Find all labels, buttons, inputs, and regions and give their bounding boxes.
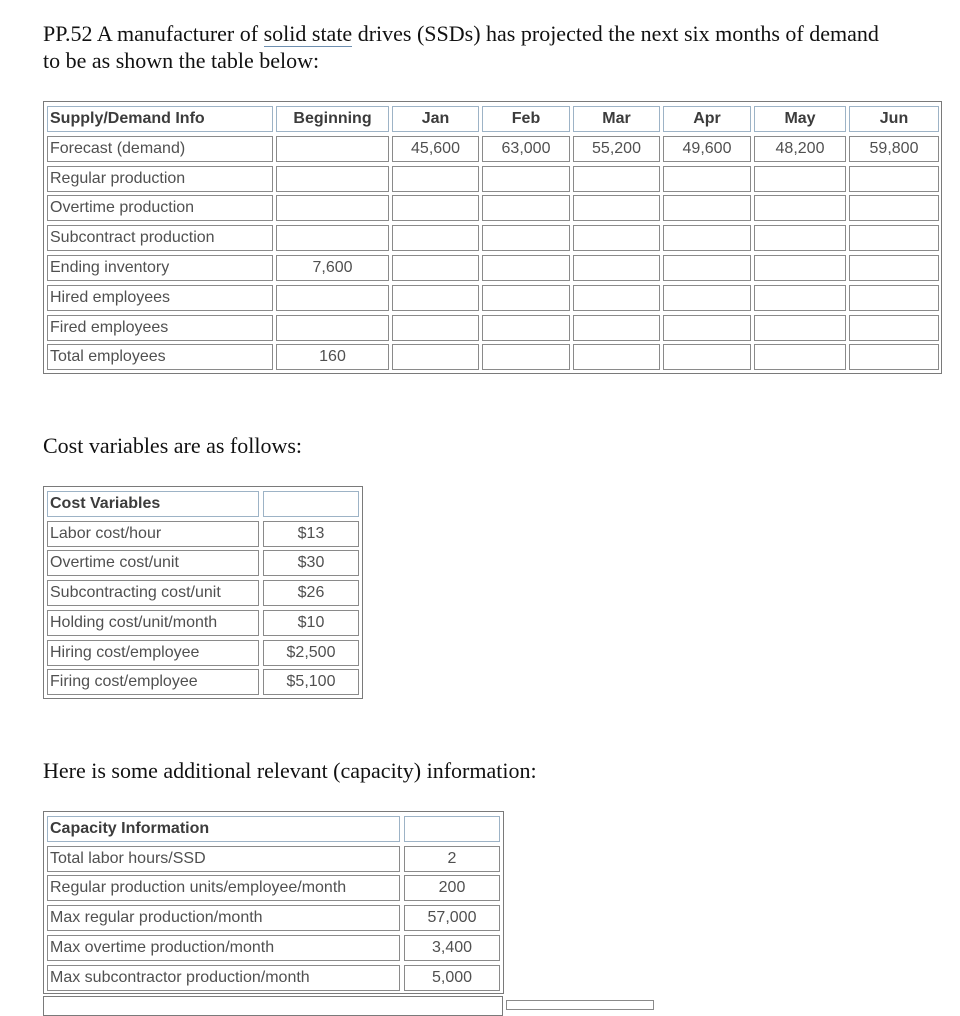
solid-state-link[interactable]: solid state <box>263 21 353 46</box>
next-table-outline <box>43 996 503 1016</box>
forecast-demand-jan[interactable]: 45,600 <box>392 136 479 162</box>
subcontract-production-jun[interactable] <box>849 225 939 251</box>
fired-employees-mar[interactable] <box>573 315 660 341</box>
overtime-production-jan[interactable] <box>392 195 479 221</box>
fired-employees-may[interactable] <box>754 315 846 341</box>
ending-inventory-jan[interactable] <box>392 255 479 281</box>
ending-inventory-apr[interactable] <box>663 255 751 281</box>
row-label-overtime-production: Overtime production <box>47 195 273 221</box>
cost-label-overtime-cost-unit: Overtime cost/unit <box>47 550 259 576</box>
problem-intro <box>43 20 960 74</box>
intro-line2: to be as shown the table below: <box>43 48 320 73</box>
total-employees-may[interactable] <box>754 344 846 370</box>
capacity-value-total-labor-hours-ssd: 2 <box>404 846 500 872</box>
forecast-demand-feb[interactable]: 63,000 <box>482 136 570 162</box>
total-employees-jan[interactable] <box>392 344 479 370</box>
overtime-production-jun[interactable] <box>849 195 939 221</box>
capacity-intro: Here is some additional relevant (capacity) information: <box>43 758 537 783</box>
supply-header-may: May <box>754 106 846 132</box>
cost-intro: Cost variables are as follows: <box>43 433 303 458</box>
row-label-total-employees: Total employees <box>47 344 273 370</box>
capacity-label-max-subcontractor-production-month: Max subcontractor production/month <box>47 965 400 991</box>
cost-value-hiring-cost-employee: $2,500 <box>263 640 359 666</box>
beginning-overtime-production[interactable] <box>276 195 389 221</box>
regular-production-apr[interactable] <box>663 166 751 192</box>
cost-value-overtime-cost-unit: $30 <box>263 550 359 576</box>
overtime-production-apr[interactable] <box>663 195 751 221</box>
regular-production-feb[interactable] <box>482 166 570 192</box>
capacity-value-regular-production-units-employee-month: 200 <box>404 875 500 901</box>
hired-employees-mar[interactable] <box>573 285 660 311</box>
hired-employees-jun[interactable] <box>849 285 939 311</box>
overtime-production-feb[interactable] <box>482 195 570 221</box>
beginning-ending-inventory[interactable]: 7,600 <box>276 255 389 281</box>
capacity-label-total-labor-hours-ssd: Total labor hours/SSD <box>47 846 400 872</box>
cost-value-holding-cost-unit-month: $10 <box>263 610 359 636</box>
ending-inventory-jun[interactable] <box>849 255 939 281</box>
supply-header-apr: Apr <box>663 106 751 132</box>
beginning-total-employees[interactable]: 160 <box>276 344 389 370</box>
subcontract-production-may[interactable] <box>754 225 846 251</box>
supply-header-jun: Jun <box>849 106 939 132</box>
cost-label-holding-cost-unit-month: Holding cost/unit/month <box>47 610 259 636</box>
cost-value-firing-cost-employee: $5,100 <box>263 669 359 695</box>
fired-employees-feb[interactable] <box>482 315 570 341</box>
total-employees-mar[interactable] <box>573 344 660 370</box>
capacity-header: Capacity Information <box>47 816 400 842</box>
fired-employees-jan[interactable] <box>392 315 479 341</box>
cost-label-firing-cost-employee: Firing cost/employee <box>47 669 259 695</box>
row-label-subcontract-production: Subcontract production <box>47 225 273 251</box>
supply-header-mar: Mar <box>573 106 660 132</box>
supply-header-beginning: Beginning <box>276 106 389 132</box>
cost-value-labor-cost-hour: $13 <box>263 521 359 547</box>
beginning-regular-production[interactable] <box>276 166 389 192</box>
regular-production-may[interactable] <box>754 166 846 192</box>
cost-label-labor-cost-hour: Labor cost/hour <box>47 521 259 547</box>
beginning-hired-employees[interactable] <box>276 285 389 311</box>
ending-inventory-may[interactable] <box>754 255 846 281</box>
capacity-label-max-regular-production-month: Max regular production/month <box>47 905 400 931</box>
cost-header-value <box>263 491 359 517</box>
capacity-header-value <box>404 816 500 842</box>
capacity-value-max-overtime-production-month: 3,400 <box>404 935 500 961</box>
subcontract-production-jan[interactable] <box>392 225 479 251</box>
hired-employees-jan[interactable] <box>392 285 479 311</box>
supply-header-info: Supply/Demand Info <box>47 106 273 132</box>
capacity-value-max-regular-production-month: 57,000 <box>404 905 500 931</box>
row-label-ending-inventory: Ending inventory <box>47 255 273 281</box>
supply-header-feb: Feb <box>482 106 570 132</box>
total-employees-feb[interactable] <box>482 344 570 370</box>
hired-employees-feb[interactable] <box>482 285 570 311</box>
fired-employees-apr[interactable] <box>663 315 751 341</box>
cost-value-subcontracting-cost-unit: $26 <box>263 580 359 606</box>
total-employees-jun[interactable] <box>849 344 939 370</box>
row-label-fired-employees: Fired employees <box>47 315 273 341</box>
capacity-label-regular-production-units-employee-month: Regular production units/employee/month <box>47 875 400 901</box>
subcontract-production-feb[interactable] <box>482 225 570 251</box>
intro-suffix: drives (SSDs) has projected the next six months of demand <box>352 21 879 46</box>
overtime-production-mar[interactable] <box>573 195 660 221</box>
capacity-value-max-subcontractor-production-month: 5,000 <box>404 965 500 991</box>
subcontract-production-apr[interactable] <box>663 225 751 251</box>
forecast-demand-mar[interactable]: 55,200 <box>573 136 660 162</box>
beginning-forecast-demand[interactable] <box>276 136 389 162</box>
hired-employees-apr[interactable] <box>663 285 751 311</box>
subcontract-production-mar[interactable] <box>573 225 660 251</box>
cost-header: Cost Variables <box>47 491 259 517</box>
ending-inventory-feb[interactable] <box>482 255 570 281</box>
regular-production-mar[interactable] <box>573 166 660 192</box>
row-label-forecast-demand: Forecast (demand) <box>47 136 273 162</box>
overtime-production-may[interactable] <box>754 195 846 221</box>
ending-inventory-mar[interactable] <box>573 255 660 281</box>
capacity-label-max-overtime-production-month: Max overtime production/month <box>47 935 400 961</box>
cost-label-hiring-cost-employee: Hiring cost/employee <box>47 640 259 666</box>
supply-header-jan: Jan <box>392 106 479 132</box>
intro-prefix: PP.52 A manufacturer of <box>43 21 264 46</box>
forecast-demand-jun[interactable]: 59,800 <box>849 136 939 162</box>
fired-employees-jun[interactable] <box>849 315 939 341</box>
regular-production-jan[interactable] <box>392 166 479 192</box>
regular-production-jun[interactable] <box>849 166 939 192</box>
hired-employees-may[interactable] <box>754 285 846 311</box>
beginning-fired-employees[interactable] <box>276 315 389 341</box>
row-label-hired-employees: Hired employees <box>47 285 273 311</box>
cost-label-subcontracting-cost-unit: Subcontracting cost/unit <box>47 580 259 606</box>
forecast-demand-apr[interactable]: 49,600 <box>663 136 751 162</box>
next-table-cell <box>506 1000 654 1010</box>
beginning-subcontract-production[interactable] <box>276 225 389 251</box>
forecast-demand-may[interactable]: 48,200 <box>754 136 846 162</box>
row-label-regular-production: Regular production <box>47 166 273 192</box>
total-employees-apr[interactable] <box>663 344 751 370</box>
